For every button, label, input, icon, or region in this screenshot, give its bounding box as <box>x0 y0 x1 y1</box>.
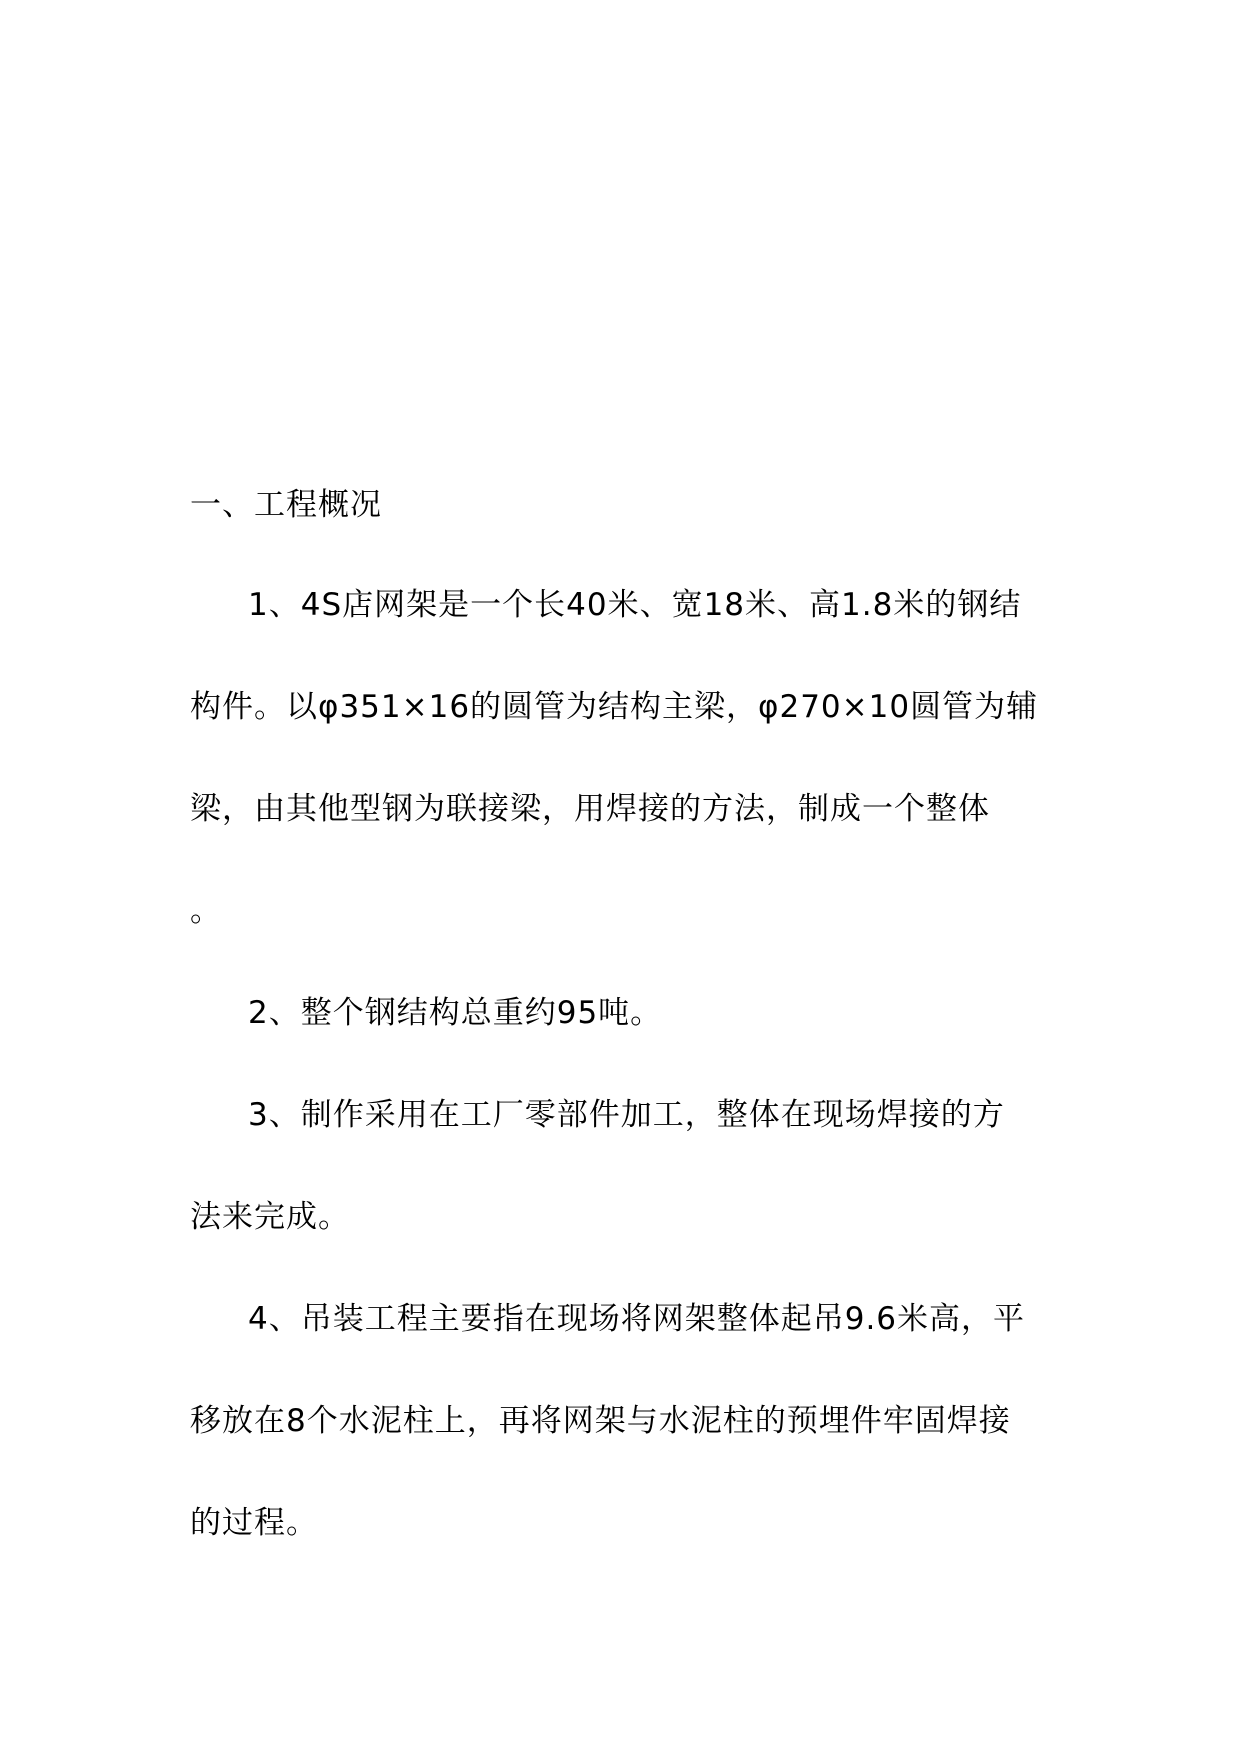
item-1-line-4: 。 <box>190 893 222 929</box>
item-4-line-1: 4、吊装工程主要指在现场将网架整体起吊9.6米高，平 <box>248 1301 1026 1337</box>
item-1-line-2: 构件。以φ351×16的圆管为结构主梁，φ270×10圆管为辅 <box>190 689 1039 725</box>
item-1-line-1: 1、4S店网架是一个长40米、宽18米、高1.8米的钢结 <box>248 587 1022 623</box>
item-3-line-2: 法来完成。 <box>190 1199 350 1235</box>
item-4-line-3: 的过程。 <box>190 1505 318 1541</box>
item-3-line-1: 3、制作采用在工厂零部件加工，整体在现场焊接的方 <box>248 1097 1005 1133</box>
section-heading: 一、工程概况 <box>190 487 382 523</box>
item-2-line-1: 2、整个钢结构总重约95吨。 <box>248 995 663 1031</box>
item-4-line-2: 移放在8个水泥柱上，再将网架与水泥柱的预埋件牢固焊接 <box>190 1403 1011 1439</box>
item-1-line-3: 梁，由其他型钢为联接梁，用焊接的方法，制成一个整体 <box>190 791 990 827</box>
